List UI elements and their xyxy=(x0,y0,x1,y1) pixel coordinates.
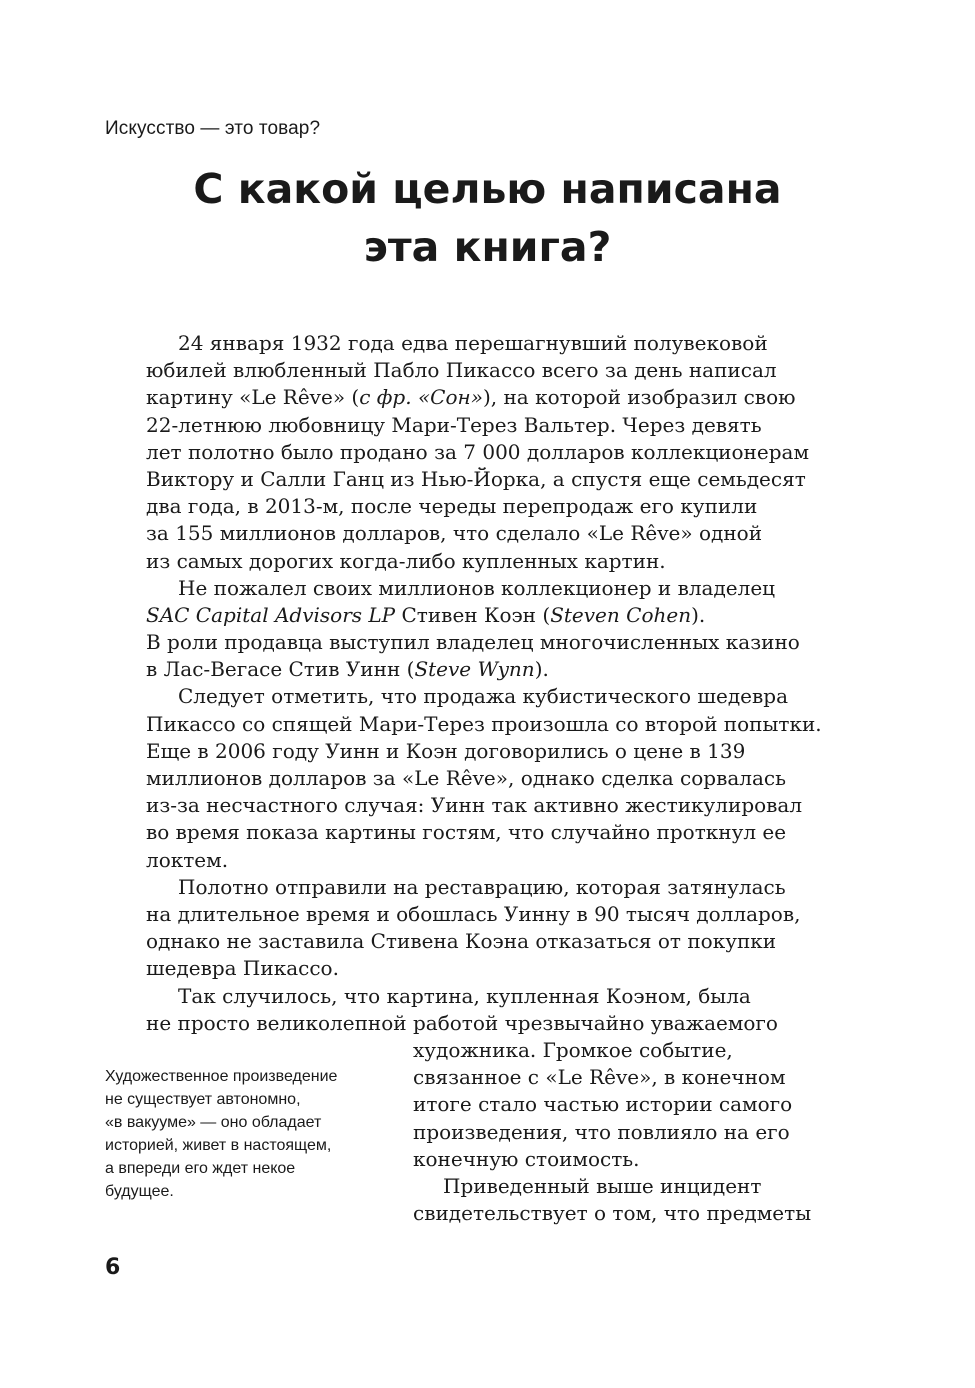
text-line: Приведенный выше инцидент xyxy=(443,1173,762,1198)
running-head: Искусство — это товар? xyxy=(105,118,321,139)
italic-text: Steven Cohen xyxy=(550,602,692,627)
text-line: Не пожалел своих миллионов коллекционер и владелец xyxy=(178,575,776,600)
text-line: во время показа картины гостям, что случайно проткнул ее xyxy=(146,820,787,845)
text-line: юбилей влюбленный Пабло Пикассо всего за день написал xyxy=(146,358,777,383)
text-line: лет полотно было продано за 7 000 долларов коллекционерам xyxy=(146,439,809,464)
note-line: Художественное произведение xyxy=(105,1068,338,1085)
text-line: не просто великолепной работой чрезвычайно уважаемого xyxy=(146,1010,778,1035)
text-span: ). xyxy=(534,657,549,682)
text-span: картину «Le Rêve» ( xyxy=(146,385,360,410)
body-text xyxy=(146,330,846,1037)
text-line xyxy=(146,656,846,683)
text-span: ), на которой изобразил свою xyxy=(482,385,796,410)
text-line: связанное с «Le Rêve», в конечном xyxy=(413,1065,786,1090)
text-line: миллионов долларов за «Le Rêve», однако сделка сорвалась xyxy=(146,766,786,790)
text-span: ). xyxy=(691,602,706,627)
text-line: Так случилось, что картина, купленная Коэном, была xyxy=(178,983,751,1008)
note-line: не существует автономно, xyxy=(105,1091,301,1108)
text-span: в Лас-Вегасе Стив Уинн ( xyxy=(146,657,415,682)
text-line: конечную стоимость. xyxy=(413,1146,640,1171)
text-line: на длительное время и обошлась Уинну в 90 тысяч долларов, xyxy=(146,901,801,926)
narrow-column-text xyxy=(413,1037,843,1227)
text-line: свидетельствует о том, что предметы xyxy=(413,1201,812,1226)
text-line: однако не заставила Стивена Коэна отказаться от покупки xyxy=(146,929,777,954)
margin-note xyxy=(105,1065,395,1203)
text-line: два года, в 2013-м, после череды перепродаж его купили xyxy=(146,494,758,519)
text-line: из самых дорогих когда-либо купленных картин. xyxy=(146,548,666,573)
note-line: «в вакууме» — оно обладает xyxy=(105,1114,322,1131)
title-line-2: эта книга? xyxy=(363,223,612,271)
text-line: 24 января 1932 года едва перешагнувший полувековой xyxy=(178,331,768,355)
text-line: 22-летнюю любовницу Мари-Терез Вальтер. Через девять xyxy=(146,412,762,437)
text-line: произведения, что повлияло на его xyxy=(413,1119,790,1144)
text-line: Виктору и Салли Ганц из Нью-Йорка, а спустя еще семьдесят xyxy=(146,466,806,491)
text-line: Пикассо со спящей Мари-Терез произошла со второй попытки. xyxy=(146,711,822,736)
title-line-1: С какой целью написана xyxy=(193,165,782,213)
page-title xyxy=(105,160,870,276)
text-line: шедевра Пикассо. xyxy=(146,956,339,981)
note-line: а впереди его ждет некое xyxy=(105,1160,296,1177)
text-line xyxy=(146,384,846,411)
italic-text: SAC Capital Advisors LP xyxy=(146,602,396,627)
italic-text: Steve Wynn xyxy=(414,657,535,682)
text-line: за 155 миллионов долларов, что сделало «Le Rêve» одной xyxy=(146,521,763,546)
note-line: историей, живет в настоящем, xyxy=(105,1137,332,1154)
text-line: Еще в 2006 году Уинн и Коэн договорились о цене в 139 xyxy=(146,738,746,763)
text-line: В роли продавца выступил владелец многочисленных казино xyxy=(146,630,800,655)
text-line: локтем. xyxy=(146,847,229,872)
text-line: Полотно отправили на реставрацию, которая затянулась xyxy=(178,874,786,899)
text-line: Следует отметить, что продажа кубистического шедевра xyxy=(178,684,788,709)
text-span: Стивен Коэн ( xyxy=(395,602,551,627)
page-number: 6 xyxy=(105,1255,121,1280)
italic-text: с фр. «Сон» xyxy=(359,385,483,410)
text-line: итоге стало частью истории самого xyxy=(413,1092,793,1117)
text-line: из-за несчастного случая: Уинн так активно жестикулировал xyxy=(146,793,803,818)
text-line: художника. Громкое событие, xyxy=(413,1038,733,1062)
text-line xyxy=(146,602,846,629)
note-line: будущее. xyxy=(105,1183,174,1200)
